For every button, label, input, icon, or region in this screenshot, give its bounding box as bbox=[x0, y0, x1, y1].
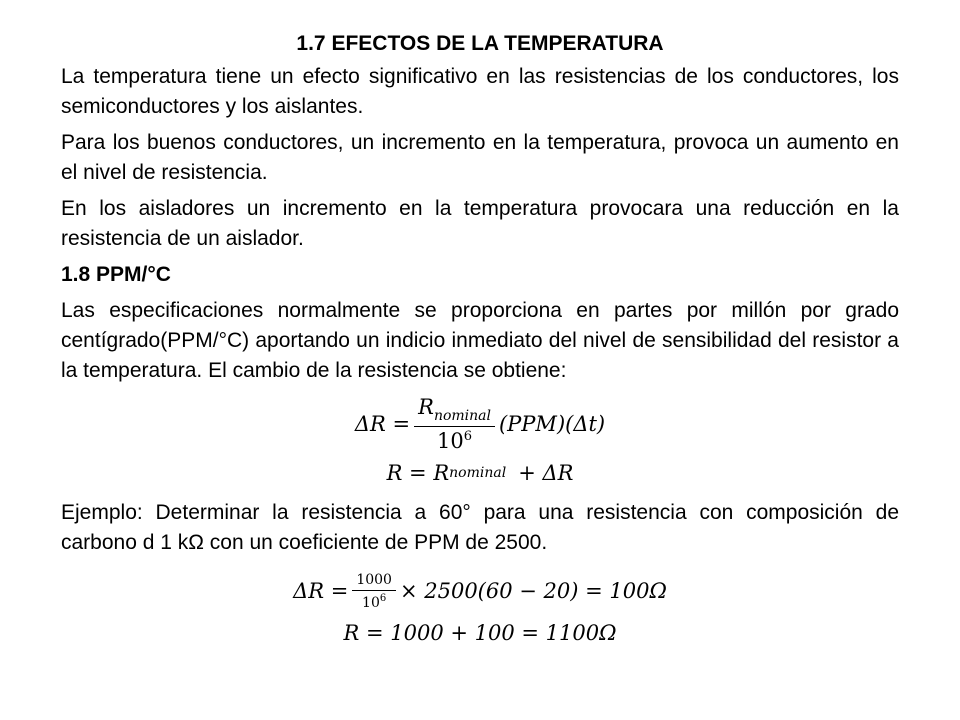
formula-delta-r bbox=[61, 392, 899, 456]
formula-3-denominator bbox=[358, 591, 390, 611]
formula-1-tail: (PPM)(Δt) bbox=[498, 412, 606, 436]
formula-1-denominator-exp: 6 bbox=[463, 429, 473, 444]
section-heading-ppm: 1.8 PPM/°C bbox=[61, 263, 171, 286]
formula-1-numerator-var: R bbox=[418, 395, 434, 419]
formula-1-lhs: ΔR = bbox=[354, 412, 411, 436]
paragraph-good-conductors: Para los buenos conductores, un incremento en la temperatura, provoca un aumento en el nivel de resistencia. bbox=[61, 131, 899, 184]
formula-example-r-total bbox=[61, 618, 899, 648]
formula-3-denominator-base: 10 bbox=[362, 594, 380, 611]
paragraph-ppm-specifications: Las especificaciones normalmente se proporciona en partes por millón por grado centígrado(PPM/°C) aportando un indicio inmediato del nivel de sensibilidad del resistor a la temperatura. El cambio de la resistencia se obtiene: bbox=[61, 299, 899, 382]
formula-2-tail: + ΔR bbox=[518, 461, 574, 485]
formula-r-total bbox=[61, 456, 899, 490]
formula-2-lhs: R = R bbox=[386, 461, 450, 485]
formula-3-denominator-exp: 6 bbox=[379, 592, 387, 604]
formula-1-numerator bbox=[414, 395, 495, 427]
formula-2-sub: nominal bbox=[449, 465, 507, 481]
paragraph-insulators: En los aisladores un incremento en la temperatura provocara una reducción en la resistencia de un aislador. bbox=[61, 197, 899, 250]
formula-1-denominator bbox=[433, 427, 476, 453]
paragraph-example: Ejemplo: Determinar la resistencia a 60° para una resistencia con composición de carbono d 1 kΩ con un coeficiente de PPM de 2500. bbox=[61, 501, 899, 554]
section-title-temperature-effects: 1.7 EFECTOS DE LA TEMPERATURA bbox=[296, 32, 664, 55]
formula-1-fraction bbox=[414, 395, 495, 453]
formula-3-tail: × 2500(60 − 20) = 100Ω bbox=[399, 579, 667, 603]
formula-4-text: R = 1000 + 100 = 1100Ω bbox=[343, 621, 617, 645]
formula-example-delta-r bbox=[61, 564, 899, 618]
slide-content bbox=[61, 30, 899, 648]
formula-3-numerator: 1000 bbox=[352, 572, 396, 591]
paragraph-temperature-effect: La temperatura tiene un efecto significativo en las resistencias de los conductores, los semiconductores y los aislantes. bbox=[61, 65, 899, 118]
formula-1-numerator-sub: nominal bbox=[433, 408, 491, 424]
formula-3-lhs: ΔR = bbox=[293, 579, 349, 603]
formula-1-denominator-base: 10 bbox=[437, 429, 464, 453]
formula-3-fraction bbox=[352, 572, 396, 611]
